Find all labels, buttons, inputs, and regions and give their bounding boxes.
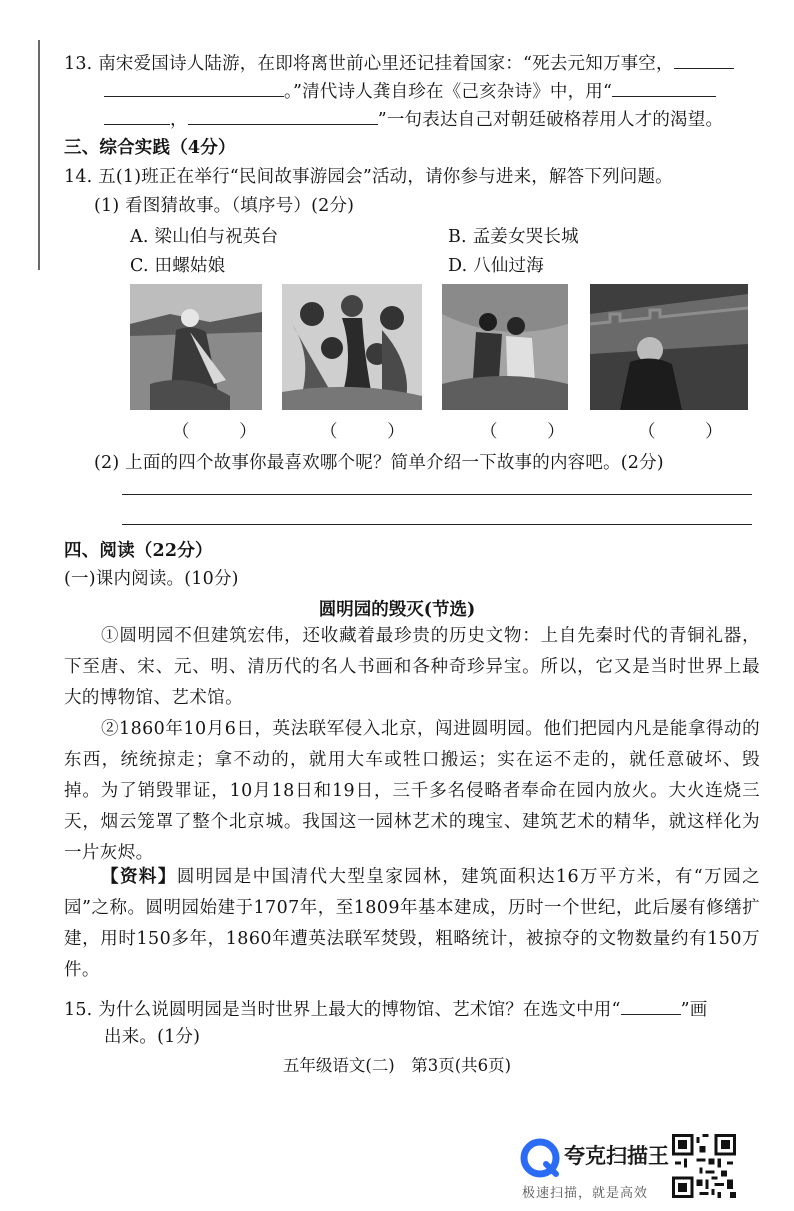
answer-paren-1[interactable]: （ ） <box>172 422 279 442</box>
q13-blank-5[interactable] <box>188 106 378 125</box>
q13-text-2: 。”清代诗人龚自珍在《己亥杂诗》中，用“ <box>284 82 613 102</box>
q13-comma: ， <box>170 110 188 130</box>
q15-underline-sample <box>621 996 681 1015</box>
qr-code-icon <box>672 1134 736 1198</box>
q13-blank-1[interactable] <box>674 50 734 69</box>
article-title: 圆明园的毁灭(节选) <box>318 600 476 620</box>
q13-blank-3[interactable] <box>612 78 716 97</box>
q13-blank-2[interactable] <box>104 78 284 97</box>
q13-line3 <box>104 106 723 133</box>
material-tag: 【资料】 <box>101 867 177 887</box>
q13-text-3: ”一句表达自己对朝廷破格荐用人才的渴望。 <box>377 110 724 130</box>
story-picture-2 <box>282 284 422 410</box>
answer-line-1[interactable] <box>122 494 752 495</box>
q14-sub2: (2) 上面的四个故事你最喜欢哪个呢？简单介绍一下故事的内容吧。(2分) <box>94 453 664 473</box>
binding-margin-line <box>38 40 40 270</box>
page-footer: 五年级语文(二) 第3页(共6页) <box>282 1056 512 1075</box>
q15-line2: 出来。(1分) <box>104 1027 201 1047</box>
q15-text-1: 15. 为什么说圆明园是当时世界上最大的博物馆、艺术馆？在选文中用“ <box>64 1000 621 1020</box>
quark-logo-icon <box>520 1138 560 1178</box>
option-d: D. 八仙过海 <box>448 256 544 276</box>
material-text: 圆明园是中国清代大型皇家园林，建筑面积达16万平方米，有“万园之园”之称。圆明园始建于1707年，至1809年基本建成，历时一个世纪，此后屡有修缮扩建，用时150多年，1860年遭英法联军焚毁，粗略统计，被掠夺的文物数量约有150万件。 <box>64 867 760 980</box>
section3-heading: 三、综合实践（4分） <box>64 138 236 158</box>
paragraph-3 <box>64 862 760 986</box>
answer-line-2[interactable] <box>122 524 752 525</box>
answer-paren-2[interactable]: （ ） <box>320 422 427 442</box>
answer-paren-4[interactable]: （ ） <box>638 422 745 442</box>
q13-blank-4[interactable] <box>104 106 170 125</box>
story-picture-1 <box>130 284 262 410</box>
watermark-slogan: 极速扫描，就是高效 <box>522 1186 649 1201</box>
q13-line2 <box>104 78 716 105</box>
option-a: A. 梁山伯与祝英台 <box>130 227 279 247</box>
section4-heading: 四、阅读（22分） <box>64 541 213 561</box>
paragraph-1: ①圆明园不但建筑宏伟，还收藏着最珍贵的历史文物：上自先秦时代的青铜礼器，下至唐、宋、元、明、清历代的名人书画和各种奇珍异宝。所以，它又是当时世界上最大的博物馆、艺术馆。 <box>64 626 760 708</box>
q15-text-2: ”画 <box>680 1000 708 1020</box>
story-picture-4 <box>590 284 748 410</box>
q14-sub1: (1) 看图猜故事。（填序号）(2分) <box>94 196 355 216</box>
paragraph-2: ②1860年10月6日，英法联军侵入北京，闯进圆明园。他们把园内凡是能拿得动的东西，统统掠走；拿不动的，就用大车或牲口搬运；实在运不走的，就任意破坏、毁掉。为了销毁罪证，10月18日和19日，三千多名侵略者奉命在园内放火。大火连烧三天，烟云笼罩了整个北京城。我国这一园林艺术的瑰宝、建筑艺术的精华，就这样化为一片灰烬。 <box>64 719 760 863</box>
q15-line1 <box>64 996 708 1023</box>
option-c: C. 田螺姑娘 <box>130 256 226 276</box>
part1-heading: (一)课内阅读。(10分) <box>64 569 239 589</box>
story-picture-3 <box>442 284 568 410</box>
answer-paren-3[interactable]: （ ） <box>480 422 587 442</box>
watermark-brand: 夸克扫描王 <box>564 1144 669 1168</box>
q13-line1 <box>64 50 734 77</box>
option-b: B. 孟姜女哭长城 <box>448 227 579 247</box>
q13-text-1: 13. 南宋爱国诗人陆游，在即将离世前心里还记挂着国家：“死去元知万事空， <box>64 54 674 74</box>
q14-stem: 14. 五(1)班正在举行“民间故事游园会”活动，请你参与进来，解答下列问题。 <box>64 167 673 187</box>
